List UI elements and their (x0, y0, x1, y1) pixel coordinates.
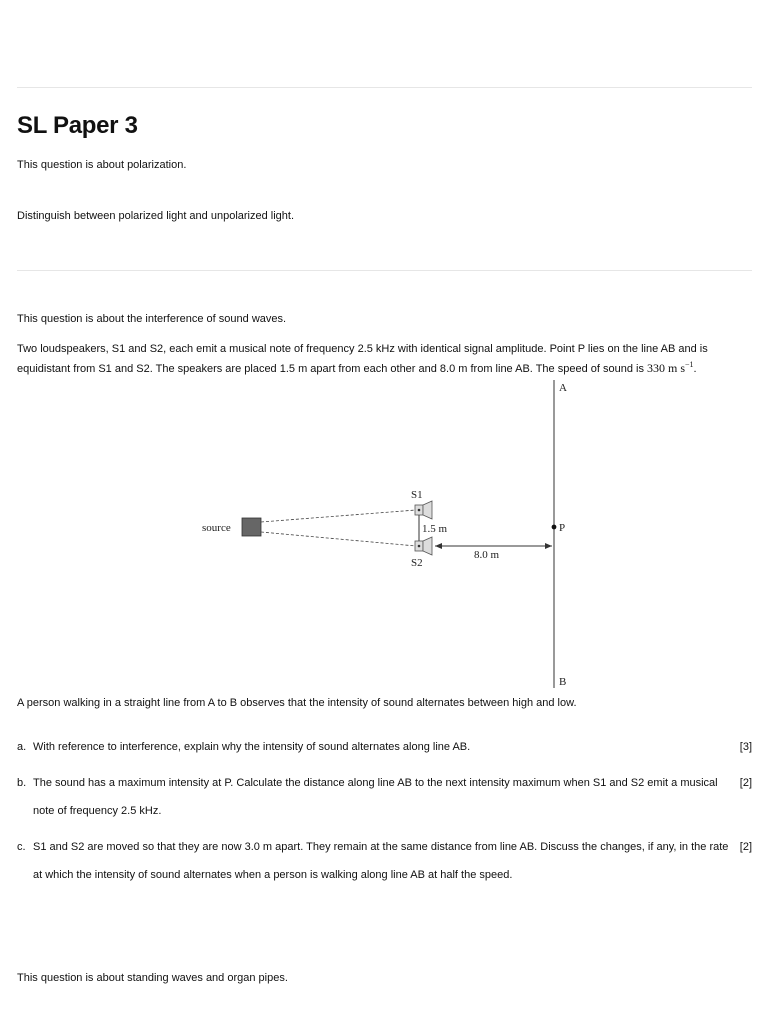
q2-stem (17, 341, 737, 377)
part-marks: [2] (739, 777, 752, 789)
q1-question: Distinguish between polarized light and unpolarized light. (17, 210, 295, 222)
part-text: The sound has a maximum intensity at P. Calculate the distance along line AB to the next intensity maximum when S1 and S2 emit a musical note of frequency 2.5 kHz. (33, 777, 718, 817)
page-title: SL Paper 3 (17, 112, 138, 139)
q3-intro: This question is about standing waves and organ pipes. (17, 972, 288, 984)
q2-part-a (17, 733, 752, 761)
point-p (552, 525, 557, 530)
label-s1: S1 (411, 489, 423, 501)
part-label: c. (17, 841, 26, 853)
label-b: B (559, 676, 567, 688)
q2-stem-text: Two loudspeakers, S1 and S2, each emit a musical note of frequency 2.5 kHz with identical signal amplitude. Point P lies on the line AB and is equidistant from S1 and S2. The speakers are placed 1.5 m apart from each other and 8.0 m from line AB. The speed of sound is (17, 343, 708, 375)
part-label: b. (17, 777, 27, 789)
q1-intro: This question is about polarization. (17, 159, 187, 171)
speaker-s1-icon (415, 501, 432, 519)
label-s2: S2 (411, 557, 423, 569)
q2-part-b (17, 769, 752, 825)
part-marks: [2] (739, 841, 752, 853)
arrowhead-left (435, 543, 442, 549)
q2-intro: This question is about the interference of sound waves. (17, 313, 287, 325)
part-text: With reference to interference, explain why the intensity of sound alternates along line AB. (33, 741, 471, 753)
part-label: a. (17, 741, 27, 753)
source-box (242, 518, 261, 536)
label-separation: 1.5 m (422, 523, 448, 535)
part-text: S1 and S2 are moved so that they are now 3.0 m apart. They remain at the same distance from line AB. Discuss the changes, if any, in the rate at which the intensity of sound alternates when a person is walking along line AB at half the speed. (33, 841, 729, 881)
question-divider (17, 270, 752, 271)
top-divider (17, 87, 752, 88)
arrowhead-right (545, 543, 552, 549)
q2-stem-end: . (693, 363, 697, 375)
speaker-s2-icon (415, 537, 432, 555)
wire-to-s1 (261, 510, 416, 522)
part-marks: [3] (739, 741, 752, 753)
wire-to-s2 (261, 532, 416, 546)
label-distance: 8.0 m (474, 549, 500, 561)
speed-of-sound-value: 330 m $s^{-1}$ (647, 360, 694, 375)
interference-diagram (190, 376, 580, 692)
label-a: A (559, 382, 567, 394)
q2-part-c (17, 833, 752, 889)
label-p: P (559, 522, 566, 534)
q2-observation: A person walking in a straight line from A to B observes that the intensity of sound alternates between high and low. (17, 697, 577, 709)
label-source: source (202, 522, 231, 534)
